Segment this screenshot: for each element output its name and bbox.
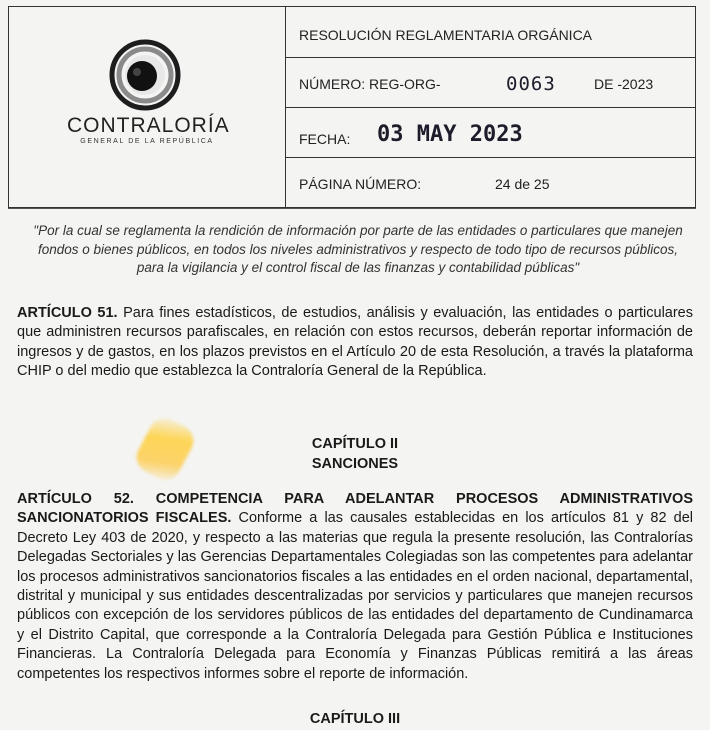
header-row-line [285, 157, 695, 158]
pagina-value: 24 de 25 [495, 176, 550, 192]
pagina-label: PÁGINA NÚMERO: [299, 176, 422, 192]
article-51 [17, 304, 693, 382]
brand-subtitle: GENERAL DE LA REPÚBLICA [80, 138, 214, 145]
article-51-text: Para fines estadísticos, de estudios, análisis y evaluación, las entidades o particulares que administren recursos parafiscales, en relación con estos recursos, deberán reportar información de ingresos y de gastos, en los plazos previstos en el Artículo 20 de esta Resolución, a través la plataforma CHIP o del medio que establezca la Contraloría General de la República. [17, 305, 694, 380]
header-row-line [285, 57, 695, 58]
chapter-2-subtitle: SANCIONES [311, 456, 399, 472]
article-51-heading: ARTÍCULO 51. [17, 305, 118, 321]
chapter-3-title: CAPÍTULO III [309, 711, 401, 727]
fecha-label: FECHA: [299, 131, 351, 147]
brand-name: CONTRALORÍA [67, 114, 230, 137]
resolution-title: RESOLUCIÓN REGLAMENTARIA ORGÁNICA [299, 27, 593, 43]
numero-value: 0063 [506, 73, 556, 95]
header-table [8, 6, 696, 208]
chapter-2-title: CAPÍTULO II [311, 436, 399, 452]
resolution-summary: "Por la cual se reglamenta la rendición de información por parte de las entidades o particulares que manejen fondos o bienes públicos, en todos los niveles administrativos y respecto de todo tipo de recursos públicos, para la vigilancia y el control fiscal de las finanzas y contabilidad públicas" [33, 223, 683, 275]
article-52-text: Conforme a las causales establecidas en los artículos 81 y 82 del Decreto Ley 403 de 2020, y respecto a las materias que regula la presente resolución, las Contralorías Delegadas Sectoriales y las Gerencias Departamentales Colegiadas son las competentes para adelantar los procesos administrativos sancionatorios fiscales a las entidades en el orden nacional, departamental, distrital y municipal y sus entidades descentralizadas por servicios y particulares que manejen recursos públicos con excepción de los servidores públicos de las entidades del departamento de Cundinamarca y el Distrito Capital, que corresponde a la Contraloría Delegada para Gestión Pública e Instituciones Financieras. La Contraloría Delegada para Economía y Finanzas Públicas remitirá a las áreas competentes los respectivos informes sobre el reporte de información. [17, 510, 694, 682]
article-52 [17, 490, 693, 684]
summary-separator [8, 208, 696, 209]
fecha-value: 03 MAY 2023 [377, 122, 523, 147]
contraloria-logo-icon [109, 39, 181, 111]
numero-suffix: DE -2023 [594, 76, 654, 92]
header-row-line [285, 107, 695, 108]
logo-area [9, 7, 285, 207]
numero-label: NÚMERO: REG-ORG- [299, 76, 441, 92]
article-52-heading: ARTÍCULO 52. COMPETENCIA PARA ADELANTAR PROCESOS ADMINISTRATIVOS SANCIONATORIOS FISCALES. [17, 491, 693, 527]
